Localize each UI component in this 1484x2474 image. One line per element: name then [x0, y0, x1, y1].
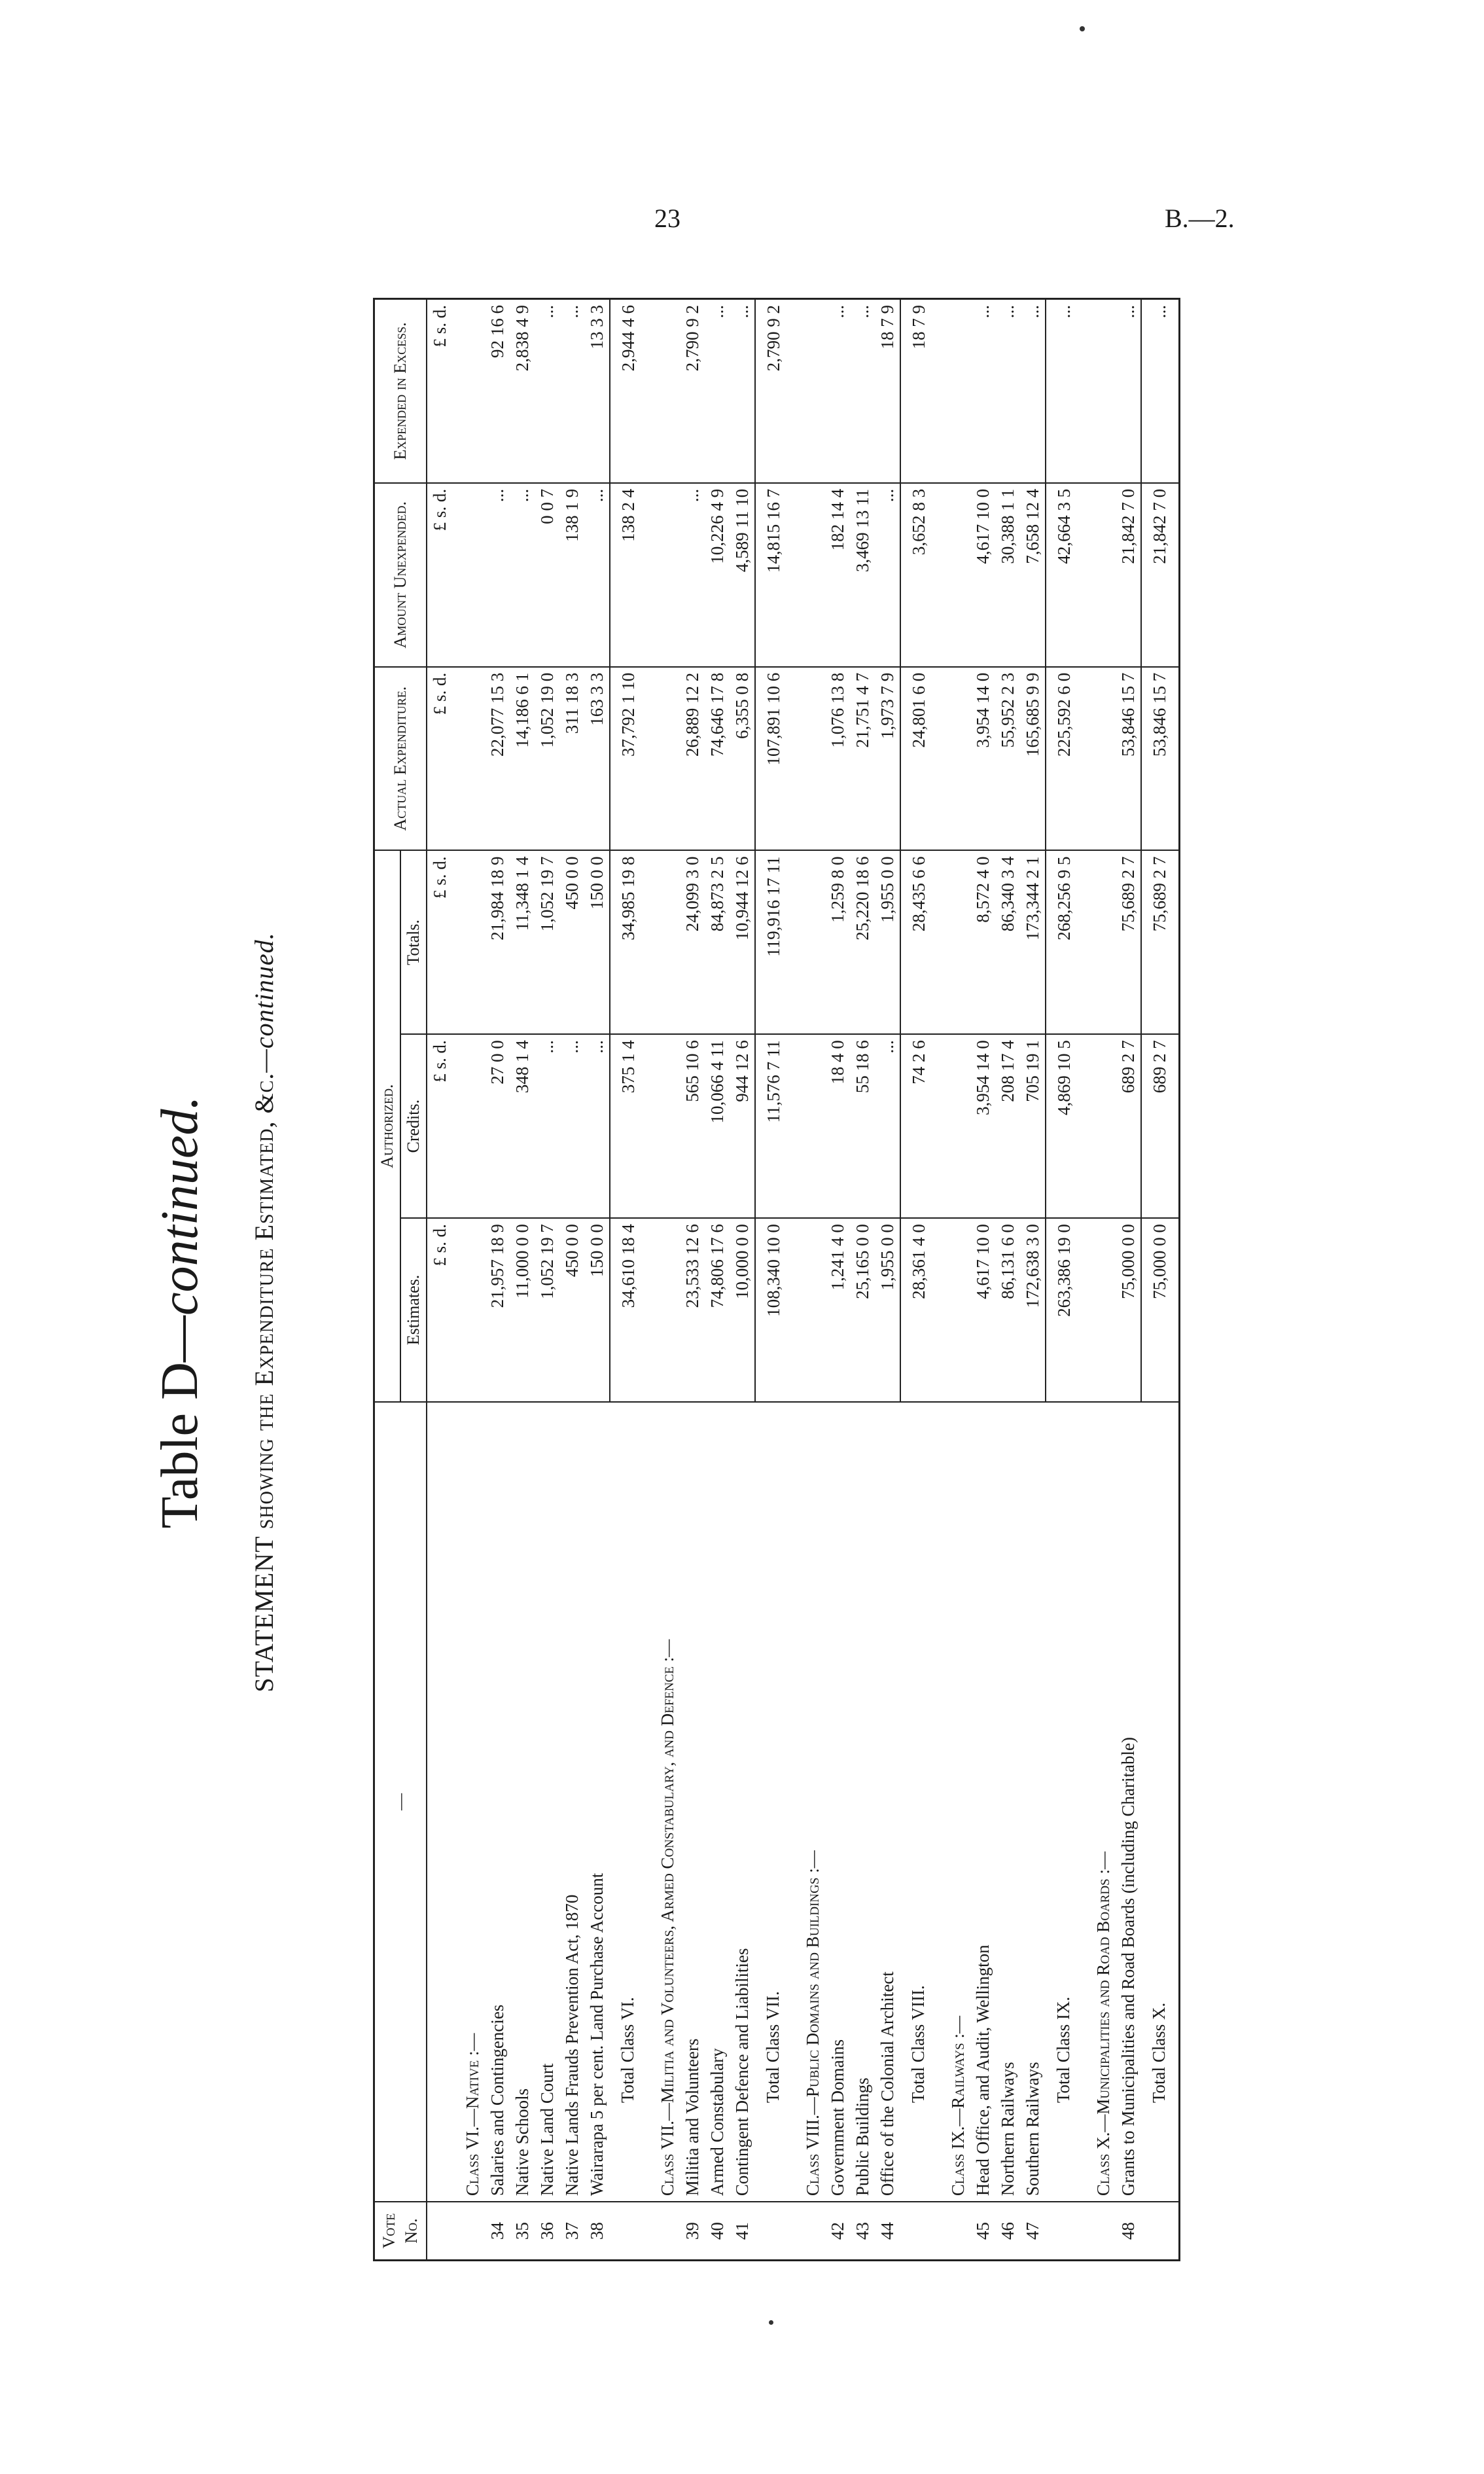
table-subtitle-text: STATEMENT showing the Expenditure Estimated, &c. — [249, 1072, 279, 1693]
expended-in-excess-value: ... — [535, 299, 559, 483]
total-estimates: 108,340 10 0 — [755, 1218, 792, 1402]
table-row — [584, 299, 610, 2261]
actual-expenditure-value: 74,646 17 8 — [705, 667, 730, 851]
row-description: Southern Railways — [1020, 1402, 1046, 2202]
class-heading-row — [1083, 299, 1116, 2261]
table-row — [970, 299, 995, 2261]
class-heading: Class VII.—Militia and Volunteers, Armed Constabulary, and Defence :— — [647, 1402, 680, 2202]
credits-value: 705 19 1 — [1020, 1034, 1046, 1218]
empty-cell — [792, 299, 825, 483]
actual-expenditure-value: 1,973 7 9 — [875, 667, 900, 851]
credits-value: ... — [535, 1034, 559, 1218]
empty-cell — [938, 1034, 970, 1218]
empty-cell — [452, 483, 485, 667]
actual-expenditure-value: 26,889 12 2 — [680, 667, 705, 851]
estimates-value: 1,955 0 0 — [875, 1218, 900, 1402]
expended-in-excess-value: ... — [825, 299, 850, 483]
row-description: Contingent Defence and Liabilities — [730, 1402, 755, 2202]
empty-cell — [938, 850, 970, 1034]
estimates-value: 172,638 3 0 — [1020, 1218, 1046, 1402]
totals-value: 10,944 12 6 — [730, 850, 755, 1034]
class-heading: Class VIII.—Public Domains and Buildings :— — [792, 1402, 825, 2202]
total-actual-expenditure: 37,792 1 10 — [610, 667, 647, 851]
empty-cell — [452, 1034, 485, 1218]
empty-cell — [452, 299, 485, 483]
table-title — [150, 265, 210, 2359]
currency-units: £ s. d. — [427, 299, 452, 483]
estimates-value: 450 0 0 — [559, 1218, 584, 1402]
empty-cell — [647, 1034, 680, 1218]
total-totals: 34,985 19 8 — [610, 850, 647, 1034]
class-total-row — [900, 299, 938, 2261]
vote-cell-empty — [610, 2202, 647, 2260]
total-label: Total Class X. — [1141, 1402, 1180, 2202]
class-heading: Class IX.—Railways :— — [938, 1402, 970, 2202]
vote-cell-empty — [647, 2202, 680, 2260]
actual-expenditure-value: 53,846 15 7 — [1116, 667, 1141, 851]
vote-cell-empty — [1141, 2202, 1180, 2260]
header-credits: Credits. — [400, 1034, 427, 1218]
row-description: Public Buildings — [850, 1402, 875, 2202]
row-description: Militia and Volunteers — [680, 1402, 705, 2202]
row-description: Native Schools — [510, 1402, 535, 2202]
expended-in-excess-value: ... — [705, 299, 730, 483]
table-row — [535, 299, 559, 2261]
empty-cell — [1083, 1034, 1116, 1218]
table-subtitle — [249, 265, 279, 2359]
page-reference: B.—2. — [1165, 204, 1235, 233]
credits-value: 27 0 0 — [485, 1034, 510, 1218]
credits-value: 348 1 4 — [510, 1034, 535, 1218]
vote-number: 39 — [680, 2202, 705, 2260]
total-expended-in-excess: 18 7 9 — [900, 299, 938, 483]
expended-in-excess-value: 2,838 4 9 — [510, 299, 535, 483]
row-description: Grants to Municipalities and Road Boards (including Charitable) — [1116, 1402, 1141, 2202]
class-total-row — [1046, 299, 1083, 2261]
total-totals: 28,435 6 6 — [900, 850, 938, 1034]
credits-value: 10,066 4 11 — [705, 1034, 730, 1218]
vote-cell-empty — [792, 2202, 825, 2260]
estimates-value: 10,000 0 0 — [730, 1218, 755, 1402]
header-description: — — [374, 1402, 427, 2202]
total-totals: 268,256 9 5 — [1046, 850, 1083, 1034]
empty-cell — [938, 1218, 970, 1402]
class-heading-row — [452, 299, 485, 2261]
totals-value: 1,259 8 0 — [825, 850, 850, 1034]
vote-number: 47 — [1020, 2202, 1046, 2260]
credits-value: ... — [584, 1034, 610, 1218]
totals-value: 84,873 2 5 — [705, 850, 730, 1034]
credits-value: 18 4 0 — [825, 1034, 850, 1218]
units-row — [427, 299, 452, 2261]
header-vote-no: Vote No. — [374, 2202, 427, 2260]
empty-cell — [938, 299, 970, 483]
vote-cell-empty — [755, 2202, 792, 2260]
row-description: Office of the Colonial Architect — [875, 1402, 900, 2202]
empty-cell — [792, 1218, 825, 1402]
amount-unexpended-value: ... — [510, 483, 535, 667]
table-row — [850, 299, 875, 2261]
currency-units: £ s. d. — [427, 1218, 452, 1402]
vote-number: 40 — [705, 2202, 730, 2260]
vote-cell-empty — [452, 2202, 485, 2260]
class-total-row — [755, 299, 792, 2261]
empty-cell — [792, 850, 825, 1034]
table-title-main: Table D — [151, 1362, 209, 1529]
credits-value: ... — [559, 1034, 584, 1218]
credits-value: 55 18 6 — [850, 1034, 875, 1218]
currency-units: £ s. d. — [427, 850, 452, 1034]
vote-number: 38 — [584, 2202, 610, 2260]
class-heading-row — [938, 299, 970, 2261]
total-expended-in-excess: 2,944 4 6 — [610, 299, 647, 483]
vote-number: 37 — [559, 2202, 584, 2260]
row-description: Salaries and Contingencies — [485, 1402, 510, 2202]
vote-number: 41 — [730, 2202, 755, 2260]
totals-value: 173,344 2 1 — [1020, 850, 1046, 1034]
empty-cell — [792, 483, 825, 667]
table-row — [730, 299, 755, 2261]
estimates-value: 1,052 19 7 — [535, 1218, 559, 1402]
total-label: Total Class VIII. — [900, 1402, 938, 2202]
table-row — [875, 299, 900, 2261]
empty-cell — [647, 483, 680, 667]
total-credits: 689 2 7 — [1141, 1034, 1180, 1218]
total-totals: 75,689 2 7 — [1141, 850, 1180, 1034]
estimates-value: 1,241 4 0 — [825, 1218, 850, 1402]
empty-cell — [938, 483, 970, 667]
actual-expenditure-value: 14,186 6 1 — [510, 667, 535, 851]
total-amount-unexpended: 42,664 3 5 — [1046, 483, 1083, 667]
unit-cell-empty — [427, 2202, 452, 2260]
totals-value: 150 0 0 — [584, 850, 610, 1034]
amount-unexpended-value: 4,617 10 0 — [970, 483, 995, 667]
actual-expenditure-value: 6,355 0 8 — [730, 667, 755, 851]
estimates-value: 11,000 0 0 — [510, 1218, 535, 1402]
empty-cell — [1083, 299, 1116, 483]
totals-value: 1,955 0 0 — [875, 850, 900, 1034]
amount-unexpended-value: 0 0 7 — [535, 483, 559, 667]
row-description: Wairarapa 5 per cent. Land Purchase Account — [584, 1402, 610, 2202]
class-total-row — [610, 299, 647, 2261]
totals-value: 86,340 3 4 — [995, 850, 1020, 1034]
expended-in-excess-value: 92 16 6 — [485, 299, 510, 483]
empty-cell — [647, 667, 680, 851]
totals-value: 24,099 3 0 — [680, 850, 705, 1034]
currency-units: £ s. d. — [427, 1034, 452, 1218]
row-description: Government Domains — [825, 1402, 850, 2202]
expended-in-excess-value: ... — [995, 299, 1020, 483]
vote-cell-empty — [900, 2202, 938, 2260]
credits-value: 944 12 6 — [730, 1034, 755, 1218]
totals-value: 8,572 4 0 — [970, 850, 995, 1034]
empty-cell — [647, 299, 680, 483]
vote-number: 36 — [535, 2202, 559, 2260]
estimates-value: 25,165 0 0 — [850, 1218, 875, 1402]
actual-expenditure-value: 1,076 13 8 — [825, 667, 850, 851]
empty-cell — [452, 1218, 485, 1402]
amount-unexpended-value: 3,469 13 11 — [850, 483, 875, 667]
class-heading-row — [792, 299, 825, 2261]
amount-unexpended-value: 4,589 11 10 — [730, 483, 755, 667]
total-amount-unexpended: 3,652 8 3 — [900, 483, 938, 667]
amount-unexpended-value: ... — [485, 483, 510, 667]
header-estimates: Estimates. — [400, 1218, 427, 1402]
empty-cell — [1083, 1218, 1116, 1402]
total-estimates: 75,000 0 0 — [1141, 1218, 1180, 1402]
rotated-table-region — [111, 265, 1191, 2359]
header-totals: Totals. — [400, 850, 427, 1034]
table-row — [825, 299, 850, 2261]
actual-expenditure-value: 165,685 9 9 — [1020, 667, 1046, 851]
vote-number: 44 — [875, 2202, 900, 2260]
table-body — [427, 299, 1180, 2261]
expended-in-excess-value: ... — [850, 299, 875, 483]
total-actual-expenditure: 107,891 10 6 — [755, 667, 792, 851]
estimates-value: 23,533 12 6 — [680, 1218, 705, 1402]
table-row — [705, 299, 730, 2261]
empty-cell — [1083, 483, 1116, 667]
total-credits: 74 2 6 — [900, 1034, 938, 1218]
total-expended-in-excess: 2,790 9 2 — [755, 299, 792, 483]
vote-number: 43 — [850, 2202, 875, 2260]
expended-in-excess-value: ... — [970, 299, 995, 483]
class-heading: Class VI.—Native :— — [452, 1402, 485, 2202]
expended-in-excess-value: 2,790 9 2 — [680, 299, 705, 483]
expended-in-excess-value: ... — [1116, 299, 1141, 483]
total-actual-expenditure: 24,801 6 0 — [900, 667, 938, 851]
row-description: Northern Railways — [995, 1402, 1020, 2202]
empty-cell — [792, 1034, 825, 1218]
credits-value: 689 2 7 — [1116, 1034, 1141, 1218]
total-expended-in-excess: ... — [1046, 299, 1083, 483]
vote-number: 46 — [995, 2202, 1020, 2260]
table-row — [1116, 299, 1141, 2261]
total-label: Total Class IX. — [1046, 1402, 1083, 2202]
table-row — [485, 299, 510, 2261]
vote-cell-empty — [1046, 2202, 1083, 2260]
actual-expenditure-value: 311 18 3 — [559, 667, 584, 851]
empty-cell — [1083, 850, 1116, 1034]
total-label: Total Class VII. — [755, 1402, 792, 2202]
vote-number: 48 — [1116, 2202, 1141, 2260]
total-totals: 119,916 17 11 — [755, 850, 792, 1034]
estimates-value: 74,806 17 6 — [705, 1218, 730, 1402]
empty-cell — [938, 667, 970, 851]
actual-expenditure-value: 3,954 14 0 — [970, 667, 995, 851]
amount-unexpended-value: 182 14 4 — [825, 483, 850, 667]
total-credits: 375 1 4 — [610, 1034, 647, 1218]
empty-cell — [452, 667, 485, 851]
vote-cell-empty — [1083, 2202, 1116, 2260]
totals-value: 21,984 18 9 — [485, 850, 510, 1034]
row-description: Head Office, and Audit, Wellington — [970, 1402, 995, 2202]
table-row — [1020, 299, 1046, 2261]
total-amount-unexpended: 14,815 16 7 — [755, 483, 792, 667]
total-label: Total Class VI. — [610, 1402, 647, 2202]
row-description: Native Lands Frauds Prevention Act, 1870 — [559, 1402, 584, 2202]
expended-in-excess-value: ... — [730, 299, 755, 483]
currency-units: £ s. d. — [427, 667, 452, 851]
empty-cell — [792, 667, 825, 851]
expended-in-excess-value: 13 3 3 — [584, 299, 610, 483]
table-row — [995, 299, 1020, 2261]
totals-value: 25,220 18 6 — [850, 850, 875, 1034]
estimates-value: 4,617 10 0 — [970, 1218, 995, 1402]
empty-cell — [1083, 667, 1116, 851]
expenditure-table — [373, 298, 1180, 2261]
estimates-value: 21,957 18 9 — [485, 1218, 510, 1402]
empty-cell — [452, 850, 485, 1034]
table-title-continued: —continued. — [151, 1096, 209, 1363]
total-credits: 11,576 7 11 — [755, 1034, 792, 1218]
table-header — [374, 299, 427, 2261]
empty-cell — [647, 1218, 680, 1402]
header-amount-unexpended: Amount Unexpended. — [374, 483, 427, 667]
page-number: 23 — [654, 204, 680, 233]
amount-unexpended-value: ... — [584, 483, 610, 667]
expended-in-excess-value: 18 7 9 — [875, 299, 900, 483]
vote-number: 35 — [510, 2202, 535, 2260]
header-actual-expenditure: Actual Expenditure. — [374, 667, 427, 851]
estimates-value: 75,000 0 0 — [1116, 1218, 1141, 1402]
currency-units: £ s. d. — [427, 483, 452, 667]
unit-cell-empty — [427, 1402, 452, 2202]
table-row — [510, 299, 535, 2261]
header-expended-in-excess: Expended in Excess. — [374, 299, 427, 483]
vote-cell-empty — [938, 2202, 970, 2260]
amount-unexpended-value: ... — [875, 483, 900, 667]
estimates-value: 150 0 0 — [584, 1218, 610, 1402]
total-actual-expenditure: 53,846 15 7 — [1141, 667, 1180, 851]
actual-expenditure-value: 55,952 2 3 — [995, 667, 1020, 851]
vote-number: 45 — [970, 2202, 995, 2260]
total-credits: 4,869 10 5 — [1046, 1034, 1083, 1218]
class-heading: Class X.—Municipalities and Road Boards :— — [1083, 1402, 1116, 2202]
estimates-value: 86,131 6 0 — [995, 1218, 1020, 1402]
actual-expenditure-value: 163 3 3 — [584, 667, 610, 851]
page-speck — [1080, 26, 1085, 31]
credits-value: 565 10 6 — [680, 1034, 705, 1218]
vote-number: 42 — [825, 2202, 850, 2260]
amount-unexpended-value: ... — [680, 483, 705, 667]
totals-value: 75,689 2 7 — [1116, 850, 1141, 1034]
credits-value: 3,954 14 0 — [970, 1034, 995, 1218]
expended-in-excess-value: ... — [1020, 299, 1046, 483]
amount-unexpended-value: 21,842 7 0 — [1116, 483, 1141, 667]
table-subtitle-continued: —continued. — [249, 932, 279, 1073]
amount-unexpended-value: 10,226 4 9 — [705, 483, 730, 667]
expended-in-excess-value: ... — [559, 299, 584, 483]
table-row — [559, 299, 584, 2261]
amount-unexpended-value: 30,388 1 1 — [995, 483, 1020, 667]
actual-expenditure-value: 1,052 19 0 — [535, 667, 559, 851]
class-heading-row — [647, 299, 680, 2261]
totals-value: 450 0 0 — [559, 850, 584, 1034]
vote-number: 34 — [485, 2202, 510, 2260]
actual-expenditure-value: 21,751 4 7 — [850, 667, 875, 851]
total-expended-in-excess: ... — [1141, 299, 1180, 483]
actual-expenditure-value: 22,077 15 3 — [485, 667, 510, 851]
row-description: Armed Constabulary — [705, 1402, 730, 2202]
total-estimates: 263,386 19 0 — [1046, 1218, 1083, 1402]
total-amount-unexpended: 138 2 4 — [610, 483, 647, 667]
class-total-row — [1141, 299, 1180, 2261]
empty-cell — [647, 850, 680, 1034]
total-estimates: 28,361 4 0 — [900, 1218, 938, 1402]
header-authorized: Authorized. — [374, 850, 401, 1401]
amount-unexpended-value: 7,658 12 4 — [1020, 483, 1046, 667]
total-amount-unexpended: 21,842 7 0 — [1141, 483, 1180, 667]
credits-value: ... — [875, 1034, 900, 1218]
credits-value: 208 17 4 — [995, 1034, 1020, 1218]
row-description: Native Land Court — [535, 1402, 559, 2202]
amount-unexpended-value: 138 1 9 — [559, 483, 584, 667]
table-row — [680, 299, 705, 2261]
total-estimates: 34,610 18 4 — [610, 1218, 647, 1402]
total-actual-expenditure: 225,592 6 0 — [1046, 667, 1083, 851]
totals-value: 11,348 1 4 — [510, 850, 535, 1034]
totals-value: 1,052 19 7 — [535, 850, 559, 1034]
